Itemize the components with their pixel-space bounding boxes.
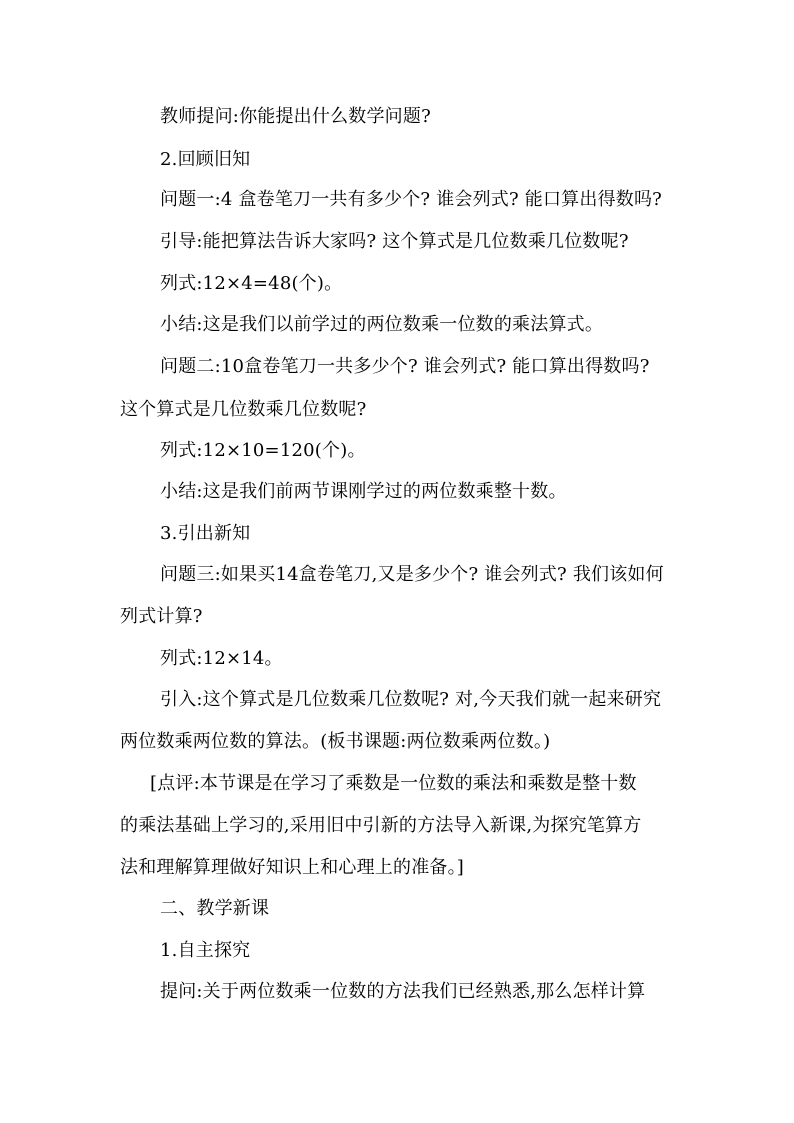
- formula-two-line: 列式:12×10=120(个)。: [160, 440, 366, 461]
- question-three-continuation: 列式计算?: [120, 606, 203, 627]
- section-review-heading: 2.回顾旧知: [160, 149, 251, 170]
- teacher-question-line: 教师提问:你能提出什么数学问题?: [160, 106, 431, 127]
- subsection-self-exploration-heading: 1.自主探究: [160, 940, 251, 961]
- comment-line-1: [点评:本节课是在学习了乘数是一位数的乘法和乘数是整十数: [150, 773, 637, 794]
- comment-line-2: 的乘法基础上学习的,采用旧中引新的方法导入新课,为探究笔算方: [120, 815, 642, 836]
- summary-one-line: 小结:这是我们以前学过的两位数乘一位数的乘法算式。: [160, 314, 604, 335]
- section-new-knowledge-heading: 3.引出新知: [160, 523, 251, 544]
- question-one-line: 问题一:4 盒卷笔刀一共有多少个? 谁会列式? 能口算出得数吗?: [160, 189, 663, 210]
- question-two-line: 问题二:10盒卷笔刀一共多少个? 谁会列式? 能口算出得数吗?: [160, 356, 650, 377]
- formula-one-line: 列式:12×4=48(个)。: [160, 273, 343, 294]
- question-three-line: 问题三:如果买14盒卷笔刀,又是多少个? 谁会列式? 我们该如何: [160, 564, 664, 585]
- introduction-continuation: 两位数乘两位数的算法。(板书课题:两位数乘两位数。): [120, 731, 551, 752]
- summary-two-line: 小结:这是我们前两节课刚学过的两位数乘整十数。: [160, 481, 567, 502]
- formula-three-line: 列式:12×14。: [160, 648, 283, 669]
- section-new-lesson-heading: 二、教学新课: [160, 898, 270, 919]
- question-two-continuation: 这个算式是几位数乘几位数呢?: [120, 399, 367, 420]
- comment-line-3: 法和理解算理做好知识上和心理上的准备。]: [120, 857, 465, 878]
- guide-line: 引导:能把算法告诉大家吗? 这个算式是几位数乘几位数呢?: [160, 231, 629, 252]
- prompt-line: 提问:关于两位数乘一位数的方法我们已经熟悉,那么怎样计算: [160, 981, 646, 1002]
- introduction-line: 引入:这个算式是几位数乘几位数呢? 对,今天我们就一起来研究: [160, 689, 662, 710]
